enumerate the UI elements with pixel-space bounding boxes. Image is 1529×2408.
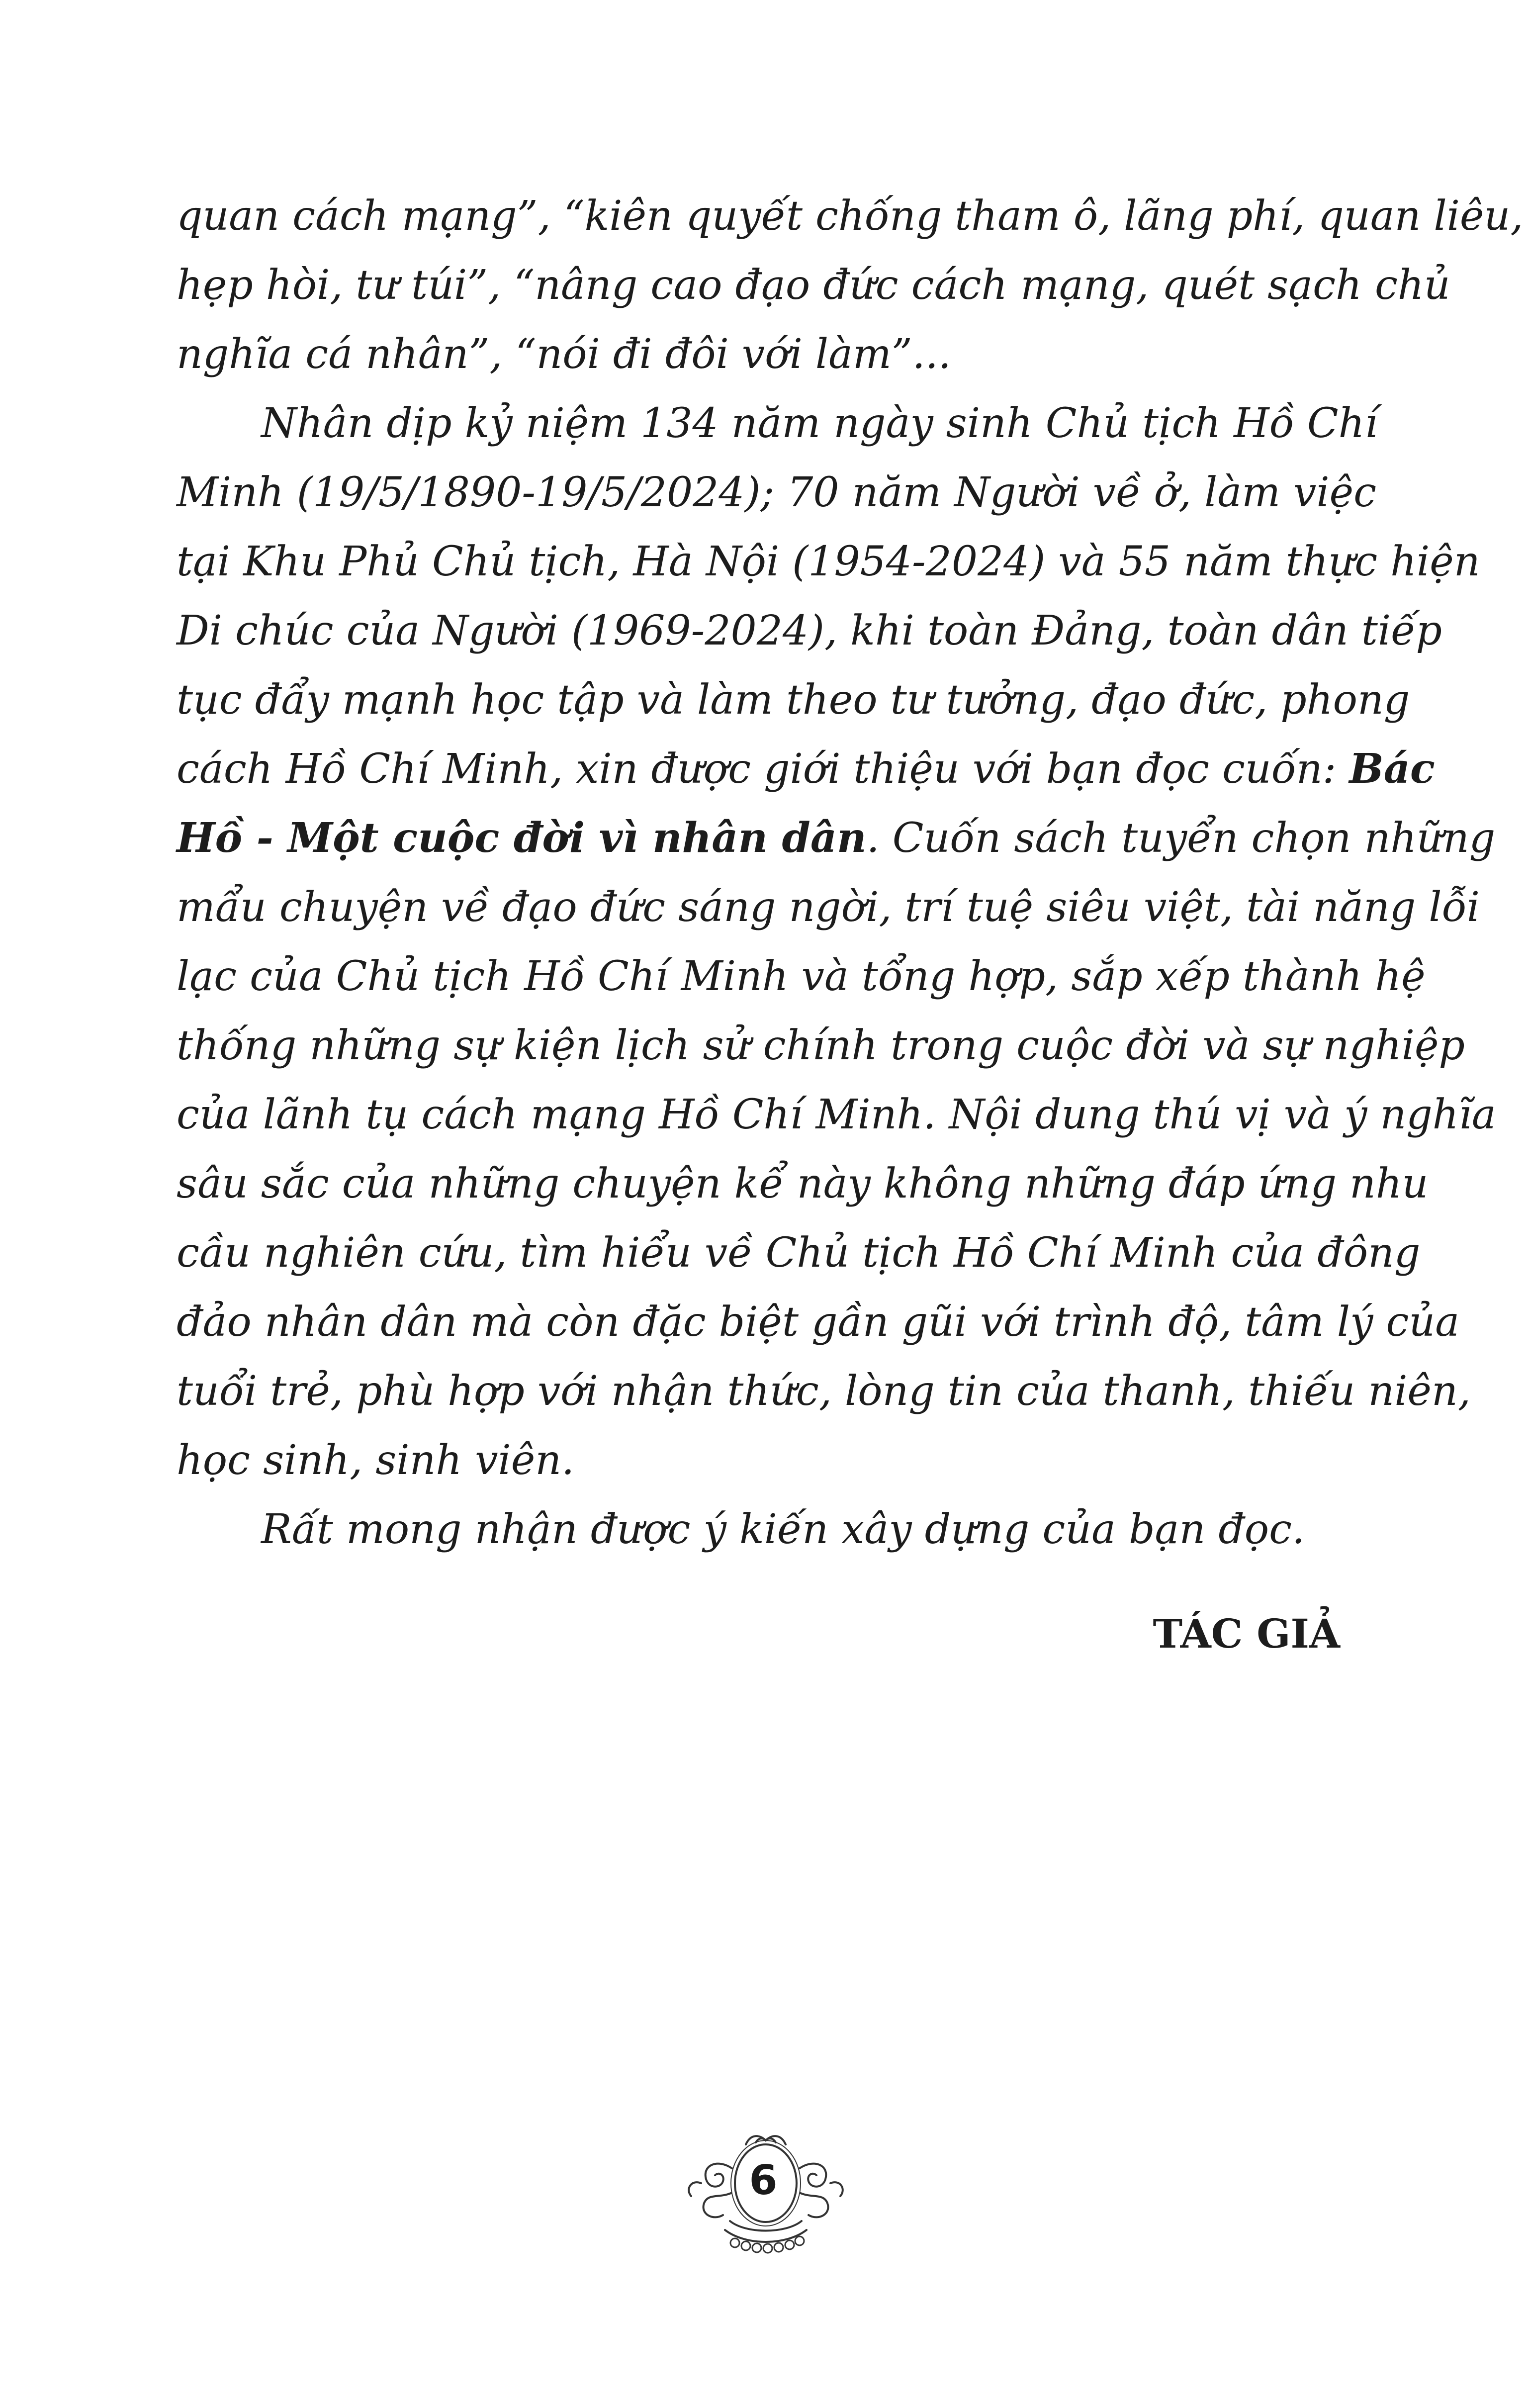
- paragraph-2-line-16: học sinh, sinh viên.: [177, 1437, 575, 1484]
- paragraph-2-line-12: sâu sắc của những chuyện kể này không những đáp ứng nhu: [177, 1160, 1429, 1207]
- paragraph-1-line-1: quan cách mạng”, “kiên quyết chống tham ô, lãng phí, quan liêu,: [177, 192, 1524, 240]
- paragraph-2-line-11: của lãnh tụ cách mạng Hồ Chí Minh. Nội dung thú vị và ý nghĩa: [177, 1091, 1496, 1138]
- paragraph-3-line-1: Rất mong nhận được ý kiến xây dựng của bạn đọc.: [261, 1506, 1305, 1553]
- book-title-part-1: Bác: [1349, 745, 1435, 793]
- paragraph-2-line-2: Minh (19/5/1890-19/5/2024); 70 năm Người về ở, làm việc: [177, 469, 1377, 516]
- paragraph-2-line-5: tục đẩy mạnh học tập và làm theo tư tưởng, đạo đức, phong: [177, 676, 1410, 724]
- paragraph-2-line-7: [177, 804, 1496, 873]
- paragraph-1-line-2: hẹp hòi, tư túi”, “nâng cao đạo đức cách mạng, quét sạch chủ: [177, 262, 1450, 309]
- page-number: 6: [749, 2157, 778, 2204]
- paragraph-2-line-14: đảo nhân dân mà còn đặc biệt gần gũi với trình độ, tâm lý của: [177, 1298, 1460, 1346]
- paragraph-2-line-3: tại Khu Phủ Chủ tịch, Hà Nội (1954-2024) và 55 năm thực hiện: [177, 538, 1480, 585]
- paragraph-2-line-8: mẩu chuyện về đạo đức sáng ngời, trí tuệ siêu việt, tài năng lỗi: [177, 884, 1480, 931]
- paragraph-2-line-1: Nhân dịp kỷ niệm 134 năm ngày sinh Chủ tịch Hồ Chí: [261, 400, 1378, 447]
- paragraph-2-line-15: tuổi trẻ, phù hợp với nhận thức, lòng tin của thanh, thiếu niên,: [177, 1368, 1471, 1415]
- paragraph-1-line-3: nghĩa cá nhân”, “nói đi đôi với làm”...: [177, 331, 951, 378]
- book-title-part-2: Hồ - Một cuộc đời vì nhân dân: [177, 814, 867, 862]
- paragraph-2-line-9: lạc của Chủ tịch Hồ Chí Minh và tổng hợp, sắp xếp thành hệ: [177, 953, 1426, 1000]
- paragraph-2-line-6: [177, 735, 1435, 804]
- author-signature: TÁC GIẢ: [1153, 1610, 1340, 1657]
- paragraph-2-line-13: cầu nghiên cứu, tìm hiểu về Chủ tịch Hồ Chí Minh của đông: [177, 1229, 1421, 1277]
- body-text: [177, 182, 1524, 1564]
- paragraph-2-line-7-text: . Cuốn sách tuyển chọn những: [866, 815, 1496, 862]
- paragraph-2-line-6-text: cách Hồ Chí Minh, xin được giới thiệu với bạn đọc cuốn:: [177, 745, 1349, 793]
- paragraph-2-line-10: thống những sự kiện lịch sử chính trong cuộc đời và sự nghiệp: [177, 1022, 1465, 1069]
- paragraph-2-line-4: Di chúc của Người (1969-2024), khi toàn Đảng, toàn dân tiếp: [177, 607, 1442, 654]
